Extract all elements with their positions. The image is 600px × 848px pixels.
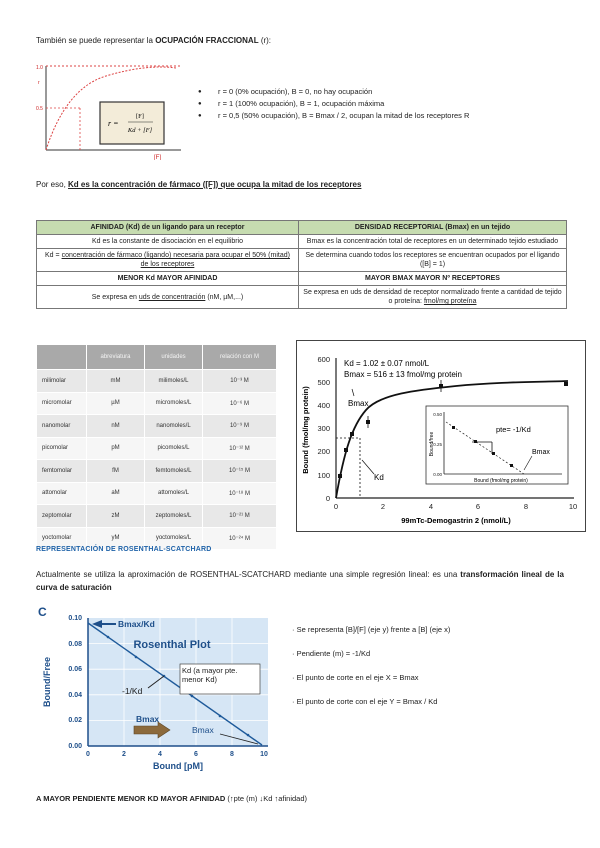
inset-x-label: Bound (fmol/mg protein)	[474, 478, 528, 484]
rosenthal-section-title: REPRESENTACIÓN DE ROSENTHAL-SCATCHARD	[36, 546, 212, 553]
units-cell: micromolar	[37, 392, 87, 415]
rosenthal-bullet: · El punto de corte con el eje Y = Bmax / Kd	[292, 697, 438, 706]
conclusion-line	[36, 794, 307, 803]
rosenthal-paragraph-text: Actualmente se utiliza la aproximación de ROSENTHAL-SCATCHARD mediante una simple regresión lineal: es una	[36, 570, 461, 579]
binding-y-tick: 400	[317, 401, 330, 410]
binding-bmax-label: Bmax	[348, 399, 369, 408]
inset-y-tick: 0.25	[433, 442, 442, 447]
binding-x-tick: 2	[380, 502, 386, 511]
units-cell: 10⁻¹² M	[203, 437, 277, 460]
units-cell: attomolar	[37, 482, 87, 505]
formula-numerator: [F]	[136, 113, 144, 120]
kd-note-underlined: Kd es la concentración de fármaco ([F]) que ocupa la mitad de los receptores	[68, 180, 362, 189]
density-cell	[299, 286, 567, 309]
rosenthal-y-tick: 0.04	[68, 692, 82, 699]
occupancy-tick-1: 1.0	[36, 65, 43, 71]
rosenthal-x-label: Bound [pM]	[153, 761, 203, 771]
cell-text: (nM, µM,...)	[205, 293, 244, 301]
inset-y-label: Bound/free	[429, 431, 435, 457]
rosenthal-title: Rosenthal Plot	[133, 639, 211, 651]
occupancy-bullet: ● r = 1 (100% ocupación), B = 1, ocupación máxima	[198, 98, 469, 110]
rosenthal-x-tick: 0	[86, 751, 90, 758]
rosenthal-bmax-kd: Bmax/Kd	[118, 619, 155, 629]
rosenthal-bmax-line-label: Bmax	[192, 725, 214, 735]
units-cell: aM	[87, 482, 145, 505]
units-table	[36, 344, 277, 550]
rosenthal-y-tick: 0.02	[68, 717, 82, 724]
units-cell: 10⁻²⁴ M	[203, 527, 277, 550]
binding-y-label: Bound (fmol/mg protein)	[301, 386, 310, 474]
units-cell: nM	[87, 415, 145, 438]
binding-x-tick: 6	[475, 502, 481, 511]
affinity-cell: MENOR Kd MAYOR AFINIDAD	[37, 272, 299, 286]
binding-y-tick: 200	[317, 447, 330, 456]
units-header: relación con M	[203, 345, 277, 370]
units-cell: zeptomoles/L	[145, 505, 203, 528]
rosenthal-chart	[36, 602, 286, 774]
units-cell: attomoles/L	[145, 482, 203, 505]
units-cell: micromoles/L	[145, 392, 203, 415]
binding-kd-label: Kd	[374, 473, 384, 482]
units-cell: fM	[87, 460, 145, 483]
units-cell: yoctomoles/L	[145, 527, 203, 550]
inset-y-tick: 0.00	[433, 472, 442, 477]
cell-text: Se expresa en	[91, 293, 139, 301]
units-cell: mM	[87, 370, 145, 393]
units-cell: 10⁻³ M	[203, 370, 277, 393]
occupancy-bullets	[198, 86, 469, 122]
density-header: DENSIDAD RECEPTORIAL (Bmax) en un tejido	[299, 221, 567, 235]
binding-x-tick: 0	[333, 502, 339, 511]
inset-y-tick: 0.50	[433, 412, 442, 417]
units-cell: picomoles/L	[145, 437, 203, 460]
rosenthal-kd-note: Kd (a mayor pte. menor Kd)	[182, 666, 238, 684]
binding-x-tick: 10	[568, 502, 578, 511]
rosenthal-bullet: · Pendiente (m) = -1/Kd	[292, 649, 371, 658]
units-header	[37, 345, 87, 370]
units-cell: femtomoles/L	[145, 460, 203, 483]
units-header: unidades	[145, 345, 203, 370]
rosenthal-paragraph-bold: transformación lineal de la curva de saturación	[36, 570, 564, 592]
units-cell: zeptomolar	[37, 505, 87, 528]
rosenthal-x-tick: 4	[158, 751, 162, 758]
rosenthal-bullets	[292, 618, 450, 714]
intro-suffix: (r):	[258, 36, 272, 45]
affinity-header: AFINIDAD (Kd) de un ligando para un receptor	[37, 221, 299, 235]
binding-kd-text: Kd = 1.02 ± 0.07 nmol/L	[344, 359, 430, 368]
occupancy-tick-half: 0.5	[36, 106, 43, 112]
rosenthal-panel-letter: C	[38, 605, 47, 619]
intro-bold: OCUPACIÓN FRACCIONAL	[155, 36, 259, 45]
inset-slope-label: pte= -1/Kd	[496, 425, 531, 434]
binding-x-tick: 8	[523, 502, 529, 511]
units-cell: µM	[87, 392, 145, 415]
units-cell: nanomoles/L	[145, 415, 203, 438]
units-cell: pM	[87, 437, 145, 460]
affinity-table	[36, 220, 567, 309]
units-cell: 10⁻¹⁸ M	[203, 482, 277, 505]
inset-frame	[426, 406, 568, 484]
conclusion-normal: (↑pte (m) ↓Kd ↑afinidad)	[225, 794, 308, 803]
binding-y-tick: 0	[325, 494, 330, 503]
occupancy-bullet: ● r = 0,5 (50% ocupación), B = Bmax / 2, ocupan la mitad de los receptores R	[198, 110, 469, 122]
rosenthal-y-tick: 0.06	[68, 666, 82, 673]
units-cell: 10⁻⁶ M	[203, 392, 277, 415]
formula-denominator: Kd + [F]	[127, 127, 153, 134]
units-cell: milimolar	[37, 370, 87, 393]
cell-text: Se expresa en uds de densidad de receptor normalizado frente a cantidad de tejido o proteína:	[303, 289, 562, 305]
formula-r: r =	[108, 119, 119, 128]
binding-chart	[296, 340, 586, 532]
occupancy-x-label: [F]	[154, 155, 161, 160]
affinity-cell	[37, 286, 299, 309]
cell-text: uds de concentración	[138, 293, 206, 301]
rosenthal-x-tick: 10	[260, 751, 268, 758]
rosenthal-y-tick: 0.00	[68, 743, 82, 750]
kd-note	[36, 180, 361, 190]
binding-x-label: 99mTc-Demogastrin 2 (nmol/L)	[401, 516, 511, 525]
affinity-cell: Kd es la constante de disociación en el equilibrio	[37, 235, 299, 249]
rosenthal-slope: -1/Kd	[122, 686, 143, 696]
units-cell: picomolar	[37, 437, 87, 460]
units-header: abreviatura	[87, 345, 145, 370]
intro-line	[36, 36, 271, 46]
rosenthal-y-label: Bound/Free	[42, 656, 52, 708]
rosenthal-bmax-arrow-label: Bmax	[136, 714, 160, 724]
units-cell: 10⁻¹⁵ M	[203, 460, 277, 483]
binding-y-tick: 600	[317, 355, 330, 364]
rosenthal-y-tick: 0.10	[68, 615, 82, 622]
rosenthal-bullet: · El punto de corte en el eje X = Bmax	[292, 673, 419, 682]
units-cell: zM	[87, 505, 145, 528]
density-cell: MAYOR BMAX MAYOR Nº RECEPTORES	[299, 272, 567, 286]
density-cell: Bmax es la concentración total de receptores en un determinado tejido estudiado	[299, 235, 567, 249]
units-cell: femtomolar	[37, 460, 87, 483]
rosenthal-paragraph	[36, 568, 564, 594]
units-cell: 10⁻²¹ M	[203, 505, 277, 528]
density-cell: Se determina cuando todos los receptores se encuentran ocupados por el ligando ([B] = 1)	[299, 249, 567, 272]
intro-prefix: También se puede representar la	[36, 36, 156, 45]
inset-bmax-label: Bmax	[532, 449, 550, 456]
units-cell: nanomolar	[37, 415, 87, 438]
cell-text: concentración de fármaco (ligando) necesaria para ocupar el 50% (mitad) de los receptores	[61, 252, 290, 268]
rosenthal-x-tick: 2	[122, 751, 126, 758]
rosenthal-x-tick: 6	[194, 751, 198, 758]
binding-y-tick: 300	[317, 424, 330, 433]
occupancy-tick-r: r	[38, 80, 40, 86]
binding-x-tick: 4	[428, 502, 434, 511]
conclusion-bold: A MAYOR PENDIENTE MENOR KD MAYOR AFINIDAD	[36, 794, 226, 803]
binding-bmax-text: Bmax = 516 ± 13 fmol/mg protein	[344, 370, 463, 379]
units-cell: milimoles/L	[145, 370, 203, 393]
units-cell: yoctomolar	[37, 527, 87, 550]
occupancy-chart	[36, 58, 186, 160]
kd-note-prefix: Por eso,	[36, 180, 69, 189]
affinity-cell	[37, 249, 299, 272]
occupancy-bullet: ● r = 0 (0% ocupación), B = 0, no hay ocupación	[198, 86, 469, 98]
binding-y-tick: 500	[317, 378, 330, 387]
rosenthal-x-tick: 8	[230, 751, 234, 758]
units-cell: 10⁻⁹ M	[203, 415, 277, 438]
units-cell: yM	[87, 527, 145, 550]
cell-text: fmol/mg proteína	[423, 298, 477, 305]
rosenthal-bullet: · Se representa [B]/[F] (eje y) frente a [B] (eje x)	[292, 625, 451, 634]
binding-y-tick: 100	[317, 471, 330, 480]
rosenthal-y-tick: 0.08	[68, 641, 82, 648]
cell-text: Kd =	[45, 252, 62, 259]
